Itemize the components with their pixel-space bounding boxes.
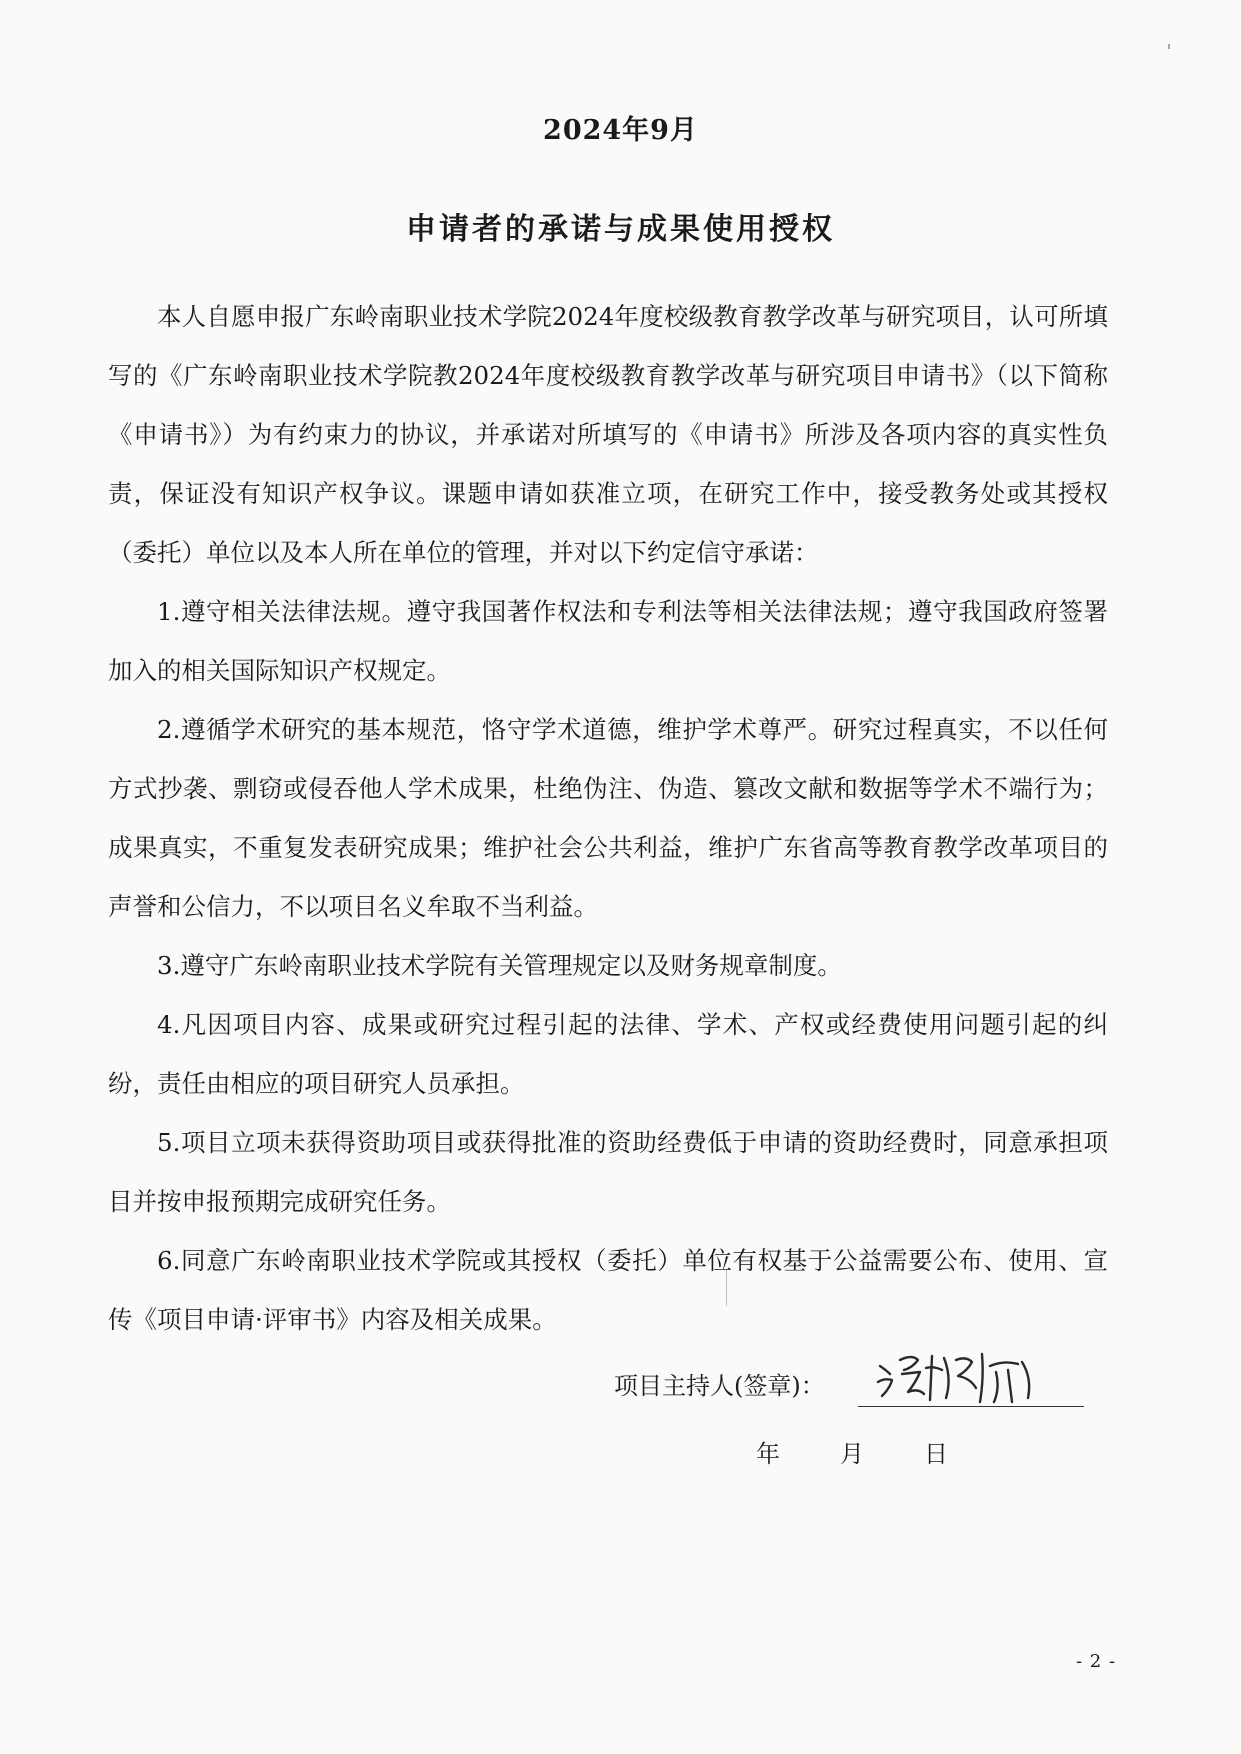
document-body [108,287,1108,1349]
commitment-item-6: 6.同意广东岭南职业技术学院或其授权（委托）单位有权基于公益需要公布、使用、宣传《项目申请·评审书》内容及相关成果。 [108,1246,1108,1334]
signature-label: 项目主持人(签章)： [614,1372,825,1400]
commitment-item-5: 5.项目立项未获得资助项目或获得批准的资助经费低于申请的资助经费时，同意承担项目并按申报预期完成研究任务。 [108,1128,1108,1216]
date-day-label: 日 [924,1440,948,1468]
header-date: 2024年9月 [543,115,698,146]
date-year-label: 年 [756,1440,780,1468]
date-month-label: 月 [840,1440,864,1468]
page-number: - 2 - [1076,1651,1117,1672]
signature-date [756,1434,948,1469]
scan-artifact-margin [726,1270,727,1306]
scan-artifact-top-right [1168,44,1170,49]
commitment-item-2: 2.遵循学术研究的基本规范，恪守学术道德，维护学术尊严。研究过程真实，不以任何方式抄袭、剽窃或侵吞他人学术成果，杜绝伪注、伪造、篡改文献和数据等学术不端行为；成果真实，不重复发表研究成果；维护社会公共利益，维护广东省高等教育教学改革项目的声誉和公信力，不以项目名义牟取不当利益。 [108,715,1108,921]
commitment-item-1: 1.遵守相关法律法规。遵守我国著作权法和专利法等相关法律法规；遵守我国政府签署加入的相关国际知识产权规定。 [108,597,1108,685]
signature-underline [858,1406,1084,1407]
signature-block [614,1354,1114,1414]
commitment-item-4: 4.凡因项目内容、成果或研究过程引起的法律、学术、产权或经费使用问题引起的纠纷，责任由相应的项目研究人员承担。 [108,1010,1108,1098]
commitment-item-3: 3.遵守广东岭南职业技术学院有关管理规定以及财务规章制度。 [157,951,842,980]
handwritten-signature [872,1348,1052,1408]
document-title: 申请者的承诺与成果使用授权 [406,212,835,247]
intro-paragraph: 本人自愿申报广东岭南职业技术学院2024年度校级教育教学改革与研究项目，认可所填写的《广东岭南职业技术学院教2024年度校级教育教学改革与研究项目申请书》（以下简称《申请书》）为有约束力的协议，并承诺对所填写的《申请书》所涉及各项内容的真实性负责，保证没有知识产权争议。课题申请如获准立项，在研究工作中，接受教务处或其授权（委托）单位以及本人所在单位的管理，并对以下约定信守承诺： [108,302,1108,567]
